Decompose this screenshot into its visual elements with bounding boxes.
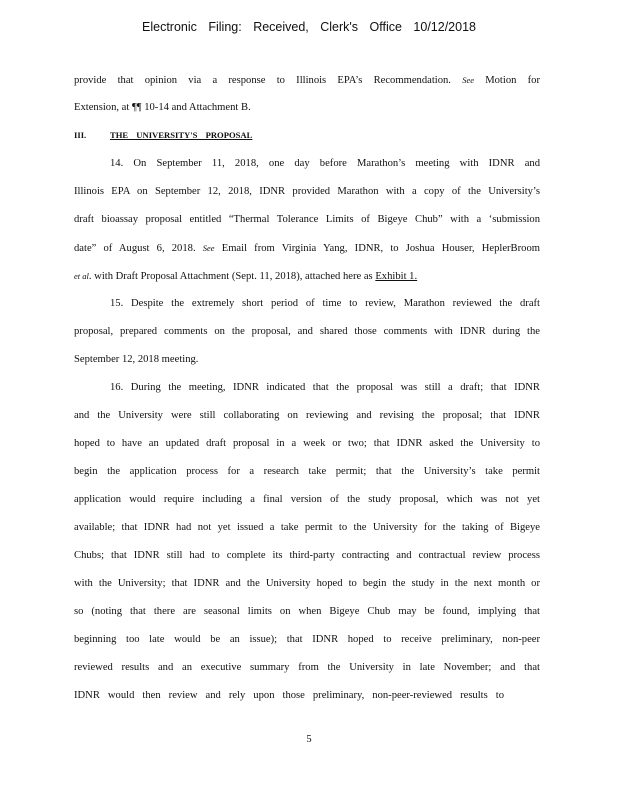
section-title: THE UNIVERSITY'S PROPOSAL [110,130,253,140]
section-heading [74,130,252,140]
paragraph-16-line: available; that IDNR had not yet issued a take permit to the University for the taking of Bigeye [74,522,540,533]
paragraph-16-line: and the University were still collaborating on reviewing and revising the proposal; that IDNR [74,410,540,421]
paragraph-16-line: Chubs; that IDNR still had to complete its third-party contracting and contractual review process [74,550,540,561]
exhibit-link[interactable]: Exhibit 1. [375,271,418,282]
paragraph-16-line: reviewed results and an executive summary from the University in late November; and that [74,662,540,673]
paragraph-14-line [74,241,540,255]
intro-text: provide that opinion via a response to Illinois EPA’s Recommendation. [74,75,451,86]
see-signal: See [462,75,474,85]
intro-line-1 [74,73,540,87]
paragraph-16-line: beginning too late would be an issue); that IDNR hoped to receive preliminary, non-peer [74,634,540,645]
see-signal: See [202,243,215,253]
paragraph-14-line: 14. On September 11, 2018, one day before Marathon’s meeting with IDNR and [110,158,540,169]
paragraph-15-line: proposal, prepared comments on the proposal, and shared those comments with IDNR during the [74,326,540,337]
p14-text: date” of August 6, 2018. [74,243,196,254]
et-al: et al [74,271,89,281]
intro-line-2: Extension, at ¶¶ 10-14 and Attachment B. [74,102,251,113]
filing-header: Electronic Filing: Received, Clerk's Office 10/12/2018 [142,20,476,34]
paragraph-15-line: September 12, 2018 meeting. [74,354,199,365]
paragraph-16-line: with the University; that IDNR and the University hoped to begin the study in the next month or [74,578,540,589]
page-number: 5 [306,734,312,745]
paragraph-16-line: so (noting that there are seasonal limits on when Bigeye Chub may be found, implying that [74,606,540,617]
paragraph-14-line: draft bioassay proposal entitled “Thermal Tolerance Limits of Bigeye Chub” with a ‘submission [74,214,540,225]
paragraph-15-line: 15. Despite the extremely short period of time to review, Marathon reviewed the draft [110,298,540,309]
paragraph-16-line: hoped to have an updated draft proposal in a week or two; that IDNR asked the University to [74,438,540,449]
paragraph-14-line [74,269,540,283]
paragraph-16-line: IDNR would then review and rely upon those preliminary, non-peer-reviewed results to [74,690,504,701]
intro-text: Motion for [485,75,540,86]
paragraph-16-line: 16. During the meeting, IDNR indicated that the proposal was still a draft; that IDNR [110,382,540,393]
paragraph-16-line: begin the application process for a research take permit; that the University’s take permit [74,466,540,477]
p14-text: . with Draft Proposal Attachment (Sept. 11, 2018), attached here as [88,271,373,282]
paragraph-14-line: Illinois EPA on September 12, 2018, IDNR provided Marathon with a copy of the University’s [74,186,540,197]
p14-text: Email from Virginia Yang, IDNR, to Joshua Houser, HeplerBroom [221,243,540,254]
paragraph-16-line: application would require including a final version of the study proposal, which was not yet [74,494,540,505]
section-number: III. [74,130,87,140]
